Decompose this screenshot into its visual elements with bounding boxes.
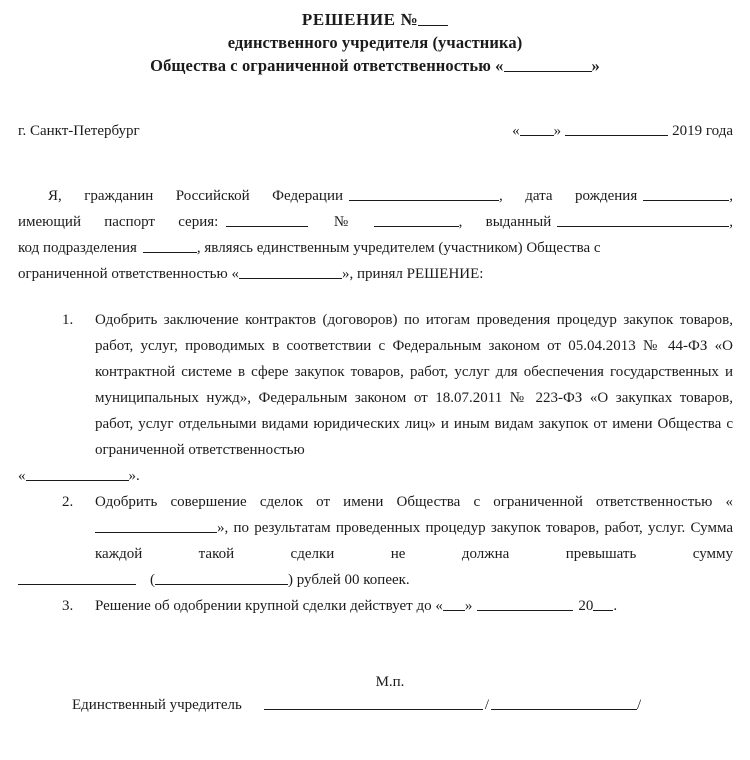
preamble-founder-text: , являясь единственным учредителем (участником) Общества с	[196, 240, 601, 256]
decision-item-2-paren-close: ) рублей 00 копеек.	[288, 572, 410, 588]
city-label: г. Санкт-Петербург	[18, 123, 140, 139]
city-and-date-row	[18, 121, 733, 141]
decision-item-3-body: Решение об одобрении крупной сделки действует до «	[95, 598, 443, 614]
decision-item-3-year-prefix: 20	[578, 598, 594, 614]
preamble-company-line	[18, 261, 733, 287]
preamble-company-suffix: », принял РЕШЕНИЕ:	[341, 266, 484, 282]
title-line-decision	[0, 8, 750, 31]
title-company-suffix: »	[591, 56, 600, 75]
decision-item-2-amount-words-blank	[155, 571, 288, 586]
signature-block	[72, 650, 692, 760]
decision-item-2-paren-open: (	[150, 572, 155, 588]
title-decision-text: РЕШЕНИЕ №	[301, 10, 419, 29]
signature-sign-blank	[264, 696, 483, 711]
preamble-comma-1: ,	[729, 188, 733, 204]
signature-row	[72, 694, 692, 716]
preamble-passport-series-blank	[226, 213, 308, 228]
date-day-blank	[520, 122, 554, 137]
preamble-passport-number-symbol: №	[314, 214, 368, 230]
date-month-blank	[565, 122, 668, 137]
decision-item-2-company-blank	[95, 519, 217, 534]
seal-label: М.п.	[375, 674, 405, 690]
decision-item-2-body-a: Одобрить совершение сделок от имени Общества с ограниченной ответственностью «	[95, 494, 733, 510]
decision-item-3-year-blank	[593, 597, 613, 612]
preamble-passport-number-blank	[374, 213, 459, 228]
date-line	[512, 121, 733, 141]
date-quote-close: »	[553, 123, 562, 139]
title-line-company	[0, 54, 750, 77]
preamble-subdivision-label: код подразделения	[18, 240, 137, 256]
decision-item-3	[18, 593, 733, 619]
decision-item-3-text	[95, 593, 733, 619]
seal-row	[0, 672, 750, 692]
preamble-passport-line	[18, 209, 733, 235]
document-body	[18, 183, 733, 619]
decision-item-2-body-b: », по результатам проведенных процедур закупок товаров, работ, услуг. Сумма каждой такой сделки не должна превышать сумму	[95, 520, 733, 562]
decision-item-1-number: 1.	[62, 312, 74, 328]
decision-item-1-company-blank	[26, 467, 129, 482]
preamble-passport-label: имеющий паспорт серия:	[18, 214, 219, 230]
preamble-citizen-text: Я, гражданин Российской Федерации	[48, 188, 343, 204]
decision-item-1-text	[95, 307, 733, 463]
preamble-fullname-blank	[349, 187, 499, 202]
preamble-company-name-blank	[239, 265, 342, 280]
decision-item-1-company-line	[18, 463, 733, 489]
decision-item-2-amount-line	[18, 567, 733, 593]
preamble-birthdate-blank	[643, 187, 729, 202]
preamble-paragraph	[18, 183, 733, 209]
title-decision-number-blank	[418, 9, 448, 26]
document-title-block	[0, 8, 750, 77]
decision-item-3-quote-close: »	[464, 598, 473, 614]
decision-item-3-number: 3.	[62, 598, 74, 614]
title-line-founder: единственного учредителя (участника)	[227, 33, 523, 52]
decision-item-1	[18, 307, 733, 463]
preamble-birthdate-label: , дата рождения	[499, 188, 638, 204]
signature-label: Единственный учредитель	[72, 697, 242, 713]
signature-separator: /	[484, 697, 489, 713]
decision-item-2	[18, 489, 733, 567]
decision-item-1-quote-close: ».	[128, 468, 140, 484]
spacer-before-item-1	[18, 287, 733, 307]
signature-name-blank	[491, 696, 637, 711]
preamble-issued-label: , выданный	[458, 214, 552, 230]
title-company-name-blank	[504, 56, 592, 72]
preamble-comma-2: ,	[729, 214, 733, 230]
decision-item-3-period: .	[613, 598, 618, 614]
decision-item-1-body: Одобрить заключение контрактов (договоров) по итогам проведения процедур закупок товаров, работ, услуг, проводимых в соответствии с Федеральным законом от 05.04.2013 № 44-ФЗ «О контрактной системе в сфере закупок товаров, работ, услуг для обеспечения государственных и муниципальных нужд», Федеральным законом от 18.07.2011 № 223-ФЗ «О закупках товаров, работ, услуг отдельными видами юридических лиц» и иным видам закупок от имени Общества с ограниченной ответственностью	[95, 312, 733, 458]
signature-end-slash: /	[637, 697, 642, 713]
decision-item-3-day-blank	[443, 597, 465, 612]
preamble-subdivision-code-blank	[143, 239, 197, 254]
date-quote-open: «	[512, 123, 520, 139]
decision-item-2-amount-figures-blank	[18, 571, 136, 586]
decision-item-2-text	[95, 489, 733, 567]
preamble-company-prefix: ограниченной ответственностью «	[18, 266, 239, 282]
date-year: 2019 года	[672, 123, 733, 139]
title-company-prefix: Общества с ограниченной ответственностью «	[150, 56, 504, 75]
preamble-subdivision-line	[18, 235, 733, 261]
preamble-issued-by-blank	[557, 213, 729, 228]
decision-item-3-month-blank	[477, 597, 573, 612]
decision-item-1-quote-open: «	[18, 468, 26, 484]
decision-item-2-number: 2.	[62, 494, 74, 510]
